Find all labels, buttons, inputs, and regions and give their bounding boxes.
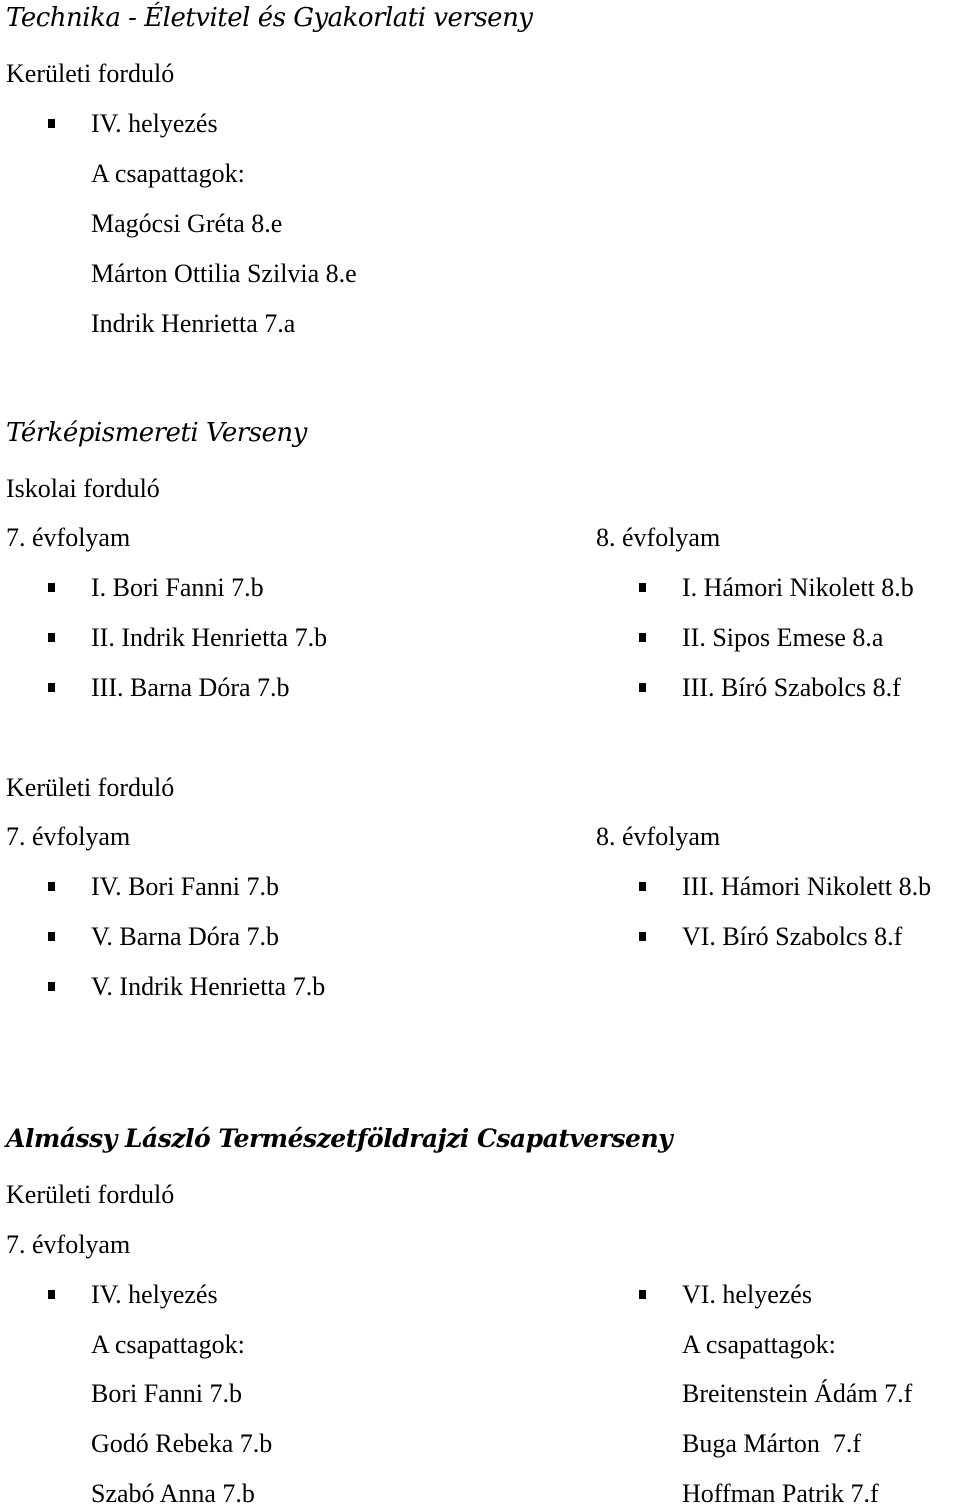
- team-member: Márton Ottilia Szilvia 8.e: [91, 259, 357, 288]
- bullet-icon: [639, 882, 646, 891]
- section-title-terkep: Térképismereti Verseny: [6, 418, 307, 448]
- bullet-icon: [48, 583, 55, 592]
- team-member: Szabó Anna 7.b: [91, 1479, 255, 1508]
- team-label: A csapattagok:: [91, 1330, 245, 1359]
- placement-label: IV. helyezés: [91, 109, 218, 138]
- section-title-almassy: Almássy László Természetföldrajzi Csapatverseny: [6, 1124, 673, 1153]
- team-member: Breitenstein Ádám 7.f: [682, 1379, 913, 1408]
- result-item: I. Hámori Nikolett 8.b: [682, 573, 914, 602]
- round-label: Kerületi forduló: [6, 773, 175, 802]
- team-label: A csapattagok:: [682, 1330, 836, 1359]
- section-title-technika: Technika - Életvitel és Gyakorlati verseny: [6, 3, 533, 33]
- result-item: III. Bíró Szabolcs 8.f: [682, 673, 901, 702]
- result-item: II. Indrik Henrietta 7.b: [91, 623, 328, 652]
- team-member: Hoffman Patrik 7.f: [682, 1479, 879, 1508]
- result-item: II. Sipos Emese 8.a: [682, 623, 884, 652]
- grade-label-7: 7. évfolyam: [6, 822, 131, 851]
- placement-label: IV. helyezés: [91, 1280, 218, 1309]
- bullet-icon: [48, 119, 55, 128]
- team-member: Indrik Henrietta 7.a: [91, 309, 296, 338]
- team-label: A csapattagok:: [91, 159, 245, 188]
- bullet-icon: [48, 932, 55, 941]
- grade-label-8: 8. évfolyam: [596, 822, 721, 851]
- result-item: IV. Bori Fanni 7.b: [91, 872, 280, 901]
- grade-label-7: 7. évfolyam: [6, 1230, 131, 1259]
- result-item: III. Hámori Nikolett 8.b: [682, 872, 932, 901]
- team-member: Bori Fanni 7.b: [91, 1379, 242, 1408]
- team-member: Magócsi Gréta 8.e: [91, 209, 283, 238]
- bullet-icon: [48, 1290, 55, 1299]
- bullet-icon: [48, 882, 55, 891]
- result-item: V. Indrik Henrietta 7.b: [91, 972, 326, 1001]
- team-member: Buga Márton 7.f: [682, 1429, 862, 1458]
- bullet-icon: [639, 932, 646, 941]
- bullet-icon: [639, 1290, 646, 1299]
- result-item: I. Bori Fanni 7.b: [91, 573, 264, 602]
- bullet-icon: [48, 633, 55, 642]
- bullet-icon: [639, 633, 646, 642]
- bullet-icon: [639, 583, 646, 592]
- round-label: Kerületi forduló: [6, 59, 175, 88]
- bullet-icon: [48, 683, 55, 692]
- grade-label-7: 7. évfolyam: [6, 523, 131, 552]
- bullet-icon: [48, 982, 55, 991]
- grade-label-8: 8. évfolyam: [596, 523, 721, 552]
- result-item: V. Barna Dóra 7.b: [91, 922, 279, 951]
- team-member: Godó Rebeka 7.b: [91, 1429, 273, 1458]
- round-label: Kerületi forduló: [6, 1180, 175, 1209]
- bullet-icon: [639, 683, 646, 692]
- round-label: Iskolai forduló: [6, 474, 160, 503]
- placement-label: VI. helyezés: [682, 1280, 812, 1309]
- result-item: III. Barna Dóra 7.b: [91, 673, 290, 702]
- result-item: VI. Bíró Szabolcs 8.f: [682, 922, 903, 951]
